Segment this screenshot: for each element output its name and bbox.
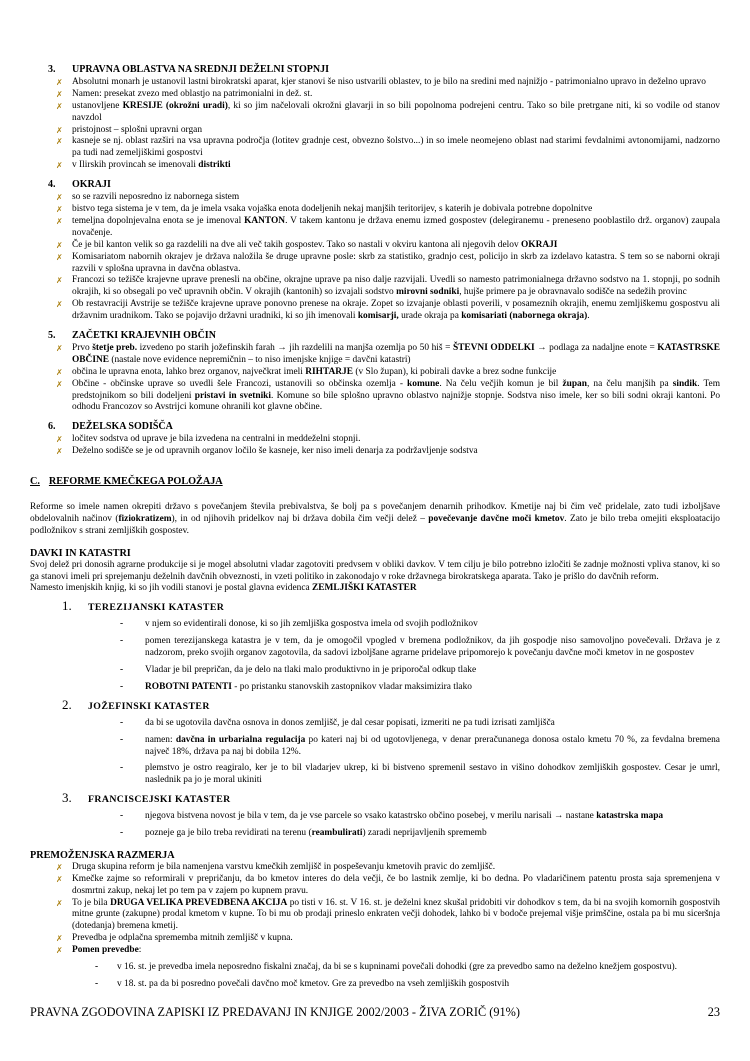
dash-item [120,619,720,631]
bullet-item [56,136,720,160]
dash-item [120,811,720,823]
bullet-x-icon: ✗ [56,934,63,944]
bullet-x-icon: ✗ [56,216,63,226]
dash-item [120,636,720,660]
bullet-text: v Ilirskih provincah se imenovali distrikti [72,160,231,171]
bold-text: komisariati (nabornega okraja) [461,311,588,322]
section-heading [30,330,720,342]
section-title: OKRAJI [72,179,111,191]
section-heading [30,421,720,433]
bold-text: davčna in urbarialna regulacija [175,734,306,745]
dash-text: v 18. st. pa da bi posredno povečali davčno moč kmetov. Gre za prevedbo na vseh zemljiških gospostvih [117,979,510,989]
bullet-text: bistvo tega sistema je v tem, da je imela vsaka vojaška enota dodeljenih nekaj manjših teritorijev, s katerih je dobivala potrebne dopolnitve [72,203,593,214]
bold-text: župan [562,378,587,389]
dash-icon: - [120,664,124,675]
paragraph: Namesto imenjskih knjig, ki so jih vodili stanovi je postal glavna evidenca ZEMLJIŠKI KATASTER [30,583,417,594]
bold-text: mirovni sodniki [396,287,460,298]
bullet-item [56,933,720,945]
bullet-text: Občine - občinske uprave so uvedli šele Francozi, ustanovili so občinska ozemlja - komune. Na čelu večjih komun je bil župan, na čelu manjših pa sindik. Tem predstojnikom so bili dodeljeni pristavi in svetniki. Komune so bile splošno upravno oblastvo najnižje stopnje. Sodstva niso imele, ker so bili sodni okraji kantoni. Po odhodu Francozov so Avstrijci komune ohranili kot glavne občine. [72,378,720,413]
kataster-title: FRANCISCEJSKI KATASTER [88,794,231,806]
dash-icon: - [120,636,124,647]
numbered-section [30,64,720,172]
bullet-x-icon: ✗ [56,435,63,445]
bullet-text: Kmečke zajme so reformirali v prepričanju, da bo kmetov interes do dela večji, če bo lastnik zemlje, ki bo dedna. Po vladaričinem patentu prosta saja spremenjena v dosmrtni zakup, nekaj let po tem pa v zajem po kupnem pravu. [72,873,720,896]
bold-text: reambulirati [311,828,363,839]
bullet-text: ločitev sodstva od uprave je bila izvedena na centralni in meddeželni stopnji. [72,434,361,445]
section-title: ZAČETKI KRAJEVNIH OBČIN [72,330,216,342]
bold-text: KRESIJE (okrožni uradi) [122,100,228,111]
bullet-x-icon: ✗ [56,252,63,262]
kataster-heading [30,600,720,614]
bullet-item [56,160,720,172]
bullet-x-icon: ✗ [56,343,63,353]
plain-heading: PREMOŽENJSKA RAZMERJA [30,849,175,861]
heading-letter: C. [30,476,40,488]
bullet-x-icon: ✗ [56,240,63,250]
bold-text: KANTON [244,215,286,226]
heading-text: REFORME KMEČKEGA POLOŽAJA [48,476,223,488]
section-heading [30,64,720,76]
bold-text: fiziokratizem [118,513,172,524]
bold-text: komune [407,378,440,389]
section-heading [30,179,720,191]
bullet-text: Namen: presekat zvezo med oblastjo na patrimonialni in dež. st. [72,88,313,99]
bullet-item [56,275,720,299]
bullet-text: temeljna dopolnjevalna enota se je imenoval KANTON. V takem kantonu je država enemu izmed gospostev (delegiranemu - preneseno pooblastilo drž. organov) zaupala novačenje. [72,215,720,238]
bold-text: OKRAJI [520,239,558,250]
bold-text: komisarji, [357,311,399,322]
bullet-x-icon: ✗ [56,379,63,389]
dash-item [120,682,720,694]
numbered-section [30,179,720,323]
bullet-item [56,446,720,458]
dash-text: v 16. st. je prevedba imela neposredno fiskalni značaj, da bi se s kupninami povečali dohodki (gre za prevedbo samo na deželno knežjem gospostvu). [117,962,677,973]
bullet-item [56,434,720,446]
bold-text: DRUGA VELIKA PREVEDBENA AKCIJA [110,897,288,908]
dash-item [120,828,720,840]
bullet-item [56,240,720,252]
bullet-item [56,343,720,367]
bullet-text: Francozi so težišče krajevne uprave prenesli na občine, okrajne uprave pa niso dalje razvijali. Uvedli so namesto patrimonialnega državno sodstvo na 1. stopnji, po sodnih okrajih, ki so obsegali po več upravnih občin. V okrajih (kantonih) so izvajali sodstvo mirovni sodniki, hujše primere pa je obravnavalo sodišče na sedežih provinc [72,275,720,298]
dash-text: v njem so evidentirali donose, ki so jih zemljiška gospostva imela od svojih podložnikov [145,619,478,630]
bold-text: ZEMLJIŠKI KATASTER [312,583,417,594]
numbered-section [30,330,720,414]
bullet-item [56,89,720,101]
bullet-text: Komisariatom nabornih okrajev je država naložila še druge upravne posle: skrb za statistiko, gradnjo cest, policijo in skrb za izdelavo katastra. S tem so se naborni okraji razvili v splošna upravna in davčna oblastva. [72,251,720,274]
dash-icon: - [95,979,99,989]
bullet-text: so se razvili neposredno iz nabornega sistem [72,192,240,203]
bullet-text: pristojnost – splošni upravni organ [72,124,203,135]
bullet-item [56,945,720,957]
bullet-x-icon: ✗ [56,77,63,87]
dash-icon: - [120,828,124,839]
bullet-text: Prvo štetje preb. izvedeno po starih jožefinskih farah → jih razdelili na manjša ozemlja po 50 hiš = ŠTEVNI ODDELKI → podlaga za nadaljne enote = KATASTRSKE OBČINE (nastale nove evidence nepremičnin – to niso imenjske knjige = davčni katastri) [72,342,720,365]
bullet-text: Druga skupina reform je bila namenjena varstvu kmečkih zemljišč in pospeševanju kmetovih pravic do zemljišč. [72,861,496,872]
bullet-x-icon: ✗ [56,161,63,171]
dash-text: pomen terezijanskega katastra je v tem, da je omogočil vpogled v bremena podložnikov, da jih gospodje niso samovoljno povečevali. Država je z nadzorom, preko svojih organov zagotovila, da sadovi izboljšane agrarne pridelave pripomorejo k povečanju davčne moči kmetov in ne gospostev [145,636,720,659]
bold-text: povečevanje davčne moči kmetov [428,513,565,524]
bullet-group [30,862,720,991]
dash-icon: - [95,962,99,973]
dash-item [120,665,720,677]
bold-text: ŠTEVNI ODDELKI [452,342,535,353]
bullet-item [56,898,720,934]
bullet-text: Če je bil kanton velik so ga razdelili na dve ali več takih gospostev. Tako so nastali v okviru kantona ali njegovih delov OKRAJI [72,239,558,250]
bullet-item [56,252,720,276]
footer-title: PRAVNA ZGODOVINA ZAPISKI IZ PREDAVANJ IN KNJIGE 2002/2003 - ŽIVA ZORIČ (91%) [30,1005,520,1019]
bullet-item [56,299,720,323]
paragraph: Reforme so imele namen okrepiti državo s povečanjem števila prebivalstva, še bolj pa s povečanjem denarnih prihodkov. Kmetije naj bi čim več pridelale, zato tudi izboljšave obdelovalnih načinov (fiziokratizem), in od njihovih pridelkov naj bi država dobila čim večji delež – povečevanje davčne moči kmetov. Zato je bilo treba omejiti eksploatacijo podložnikov s strani zemljiških gospostev. [30,502,720,536]
bullet-item [56,101,720,125]
page-number: 23 [707,1005,720,1019]
dash-text: Vladar je bil prepričan, da je delo na tlaki malo produktivno in je priporočal odkup tlake [145,664,477,675]
dash-item [95,979,720,991]
bullet-x-icon: ✗ [56,125,63,135]
bullet-x-icon: ✗ [56,101,63,111]
bullet-item [56,367,720,379]
bullet-x-icon: ✗ [56,447,63,457]
bullet-text: Deželno sodišče se je od upravnih organov ločilo še kasneje, ker niso imeli denarja za podržavljenje sodstva [72,446,478,457]
bold-text: sindik [672,378,698,389]
dash-icon: - [120,681,124,692]
document-body [30,57,720,1003]
kataster-number: 3. [62,790,72,806]
section-title: UPRAVNA OBLASTVA NA SREDNJI DEŽELNI STOPNJI [72,64,330,75]
bullet-item [56,379,720,415]
dash-text: da bi se ugotovila davčna osnova in donos zemljišč, je dal cesar popisati, izmeriti ne pa tudi izrisati zamljišča [145,717,555,728]
bullet-x-icon: ✗ [56,89,63,99]
bullet-text: ustanovljene KRESIJE (okrožni uradi), ki so jim načelovali okrožni glavarji in so bili popolnoma podrejeni centru. Tako so bile pretrgane niti, ki so vodile od stanov navzdol [72,100,720,123]
dash-text: plemstvo je ostro reagiralo, ker je to bil vladarjev ukrep, ki bi bistveno spremenil sestavo in višino dohodkov zemljiških gospostev. Cesar je umrl, naslednik pa jo je moral ukiniti [145,763,720,786]
bullet-x-icon: ✗ [56,946,63,956]
dash-icon: - [120,734,124,745]
bullet-item [56,216,720,240]
dash-icon: - [120,619,124,630]
bullet-x-icon: ✗ [56,874,63,884]
bold-text: pristavi in svetniki [194,390,272,401]
bullet-text: Prevedba je odplačna sprememba mitnih zemljišč v kupna. [72,933,293,944]
bullet-text: Ob restavraciji Avstrije se težišče krajevne uprave ponovno prenese na okraje. Zopet so izvajanje oblasti poverili, v posameznih okrajih, enemu zemljiškemu gospostvu ali državnim uradnikom. Tako se pojavijo državni uradniki, ki so jih imenovali komisarji, urade okraja pa komisariati (nabornega okraja). [72,299,720,322]
bold-text: katastrska mapa [596,811,664,822]
bullet-item [56,204,720,216]
dash-text: namen: davčna in urbarialna regulacija po kateri naj bi od ugotovljenega, v denar preračunanega donosa ostalo kmetu 70 %, za fevdalna bremena največ 18%, država pa naj bi dobila 12%. [145,734,720,757]
page-footer [30,1005,720,1020]
bullet-x-icon: ✗ [56,276,63,286]
dash-icon: - [120,717,124,728]
paragraph: Svoj delež pri donosih agrarne produkcije si je mogel absolutni vladar zagotoviti predvsem v obliki davkov. V tem cilju je bilo potrebno izločiti še zadnje možnosti vpliva stanov, ki so ga stanovi imeli pri sprejemanju deželnih davčnih obveznosti, in vzeti politiko in zakonodajo v roke državnega birokratskega aparata. Tako je prišlo do davčnih reform. [30,559,720,582]
bold-text: RIHTARJE [305,366,353,377]
dash-text: ROBOTNI PATENTI - po pristanku stanovskih zastopnikov vladar maksimizira tlako [145,681,472,692]
bullet-x-icon: ✗ [56,862,63,872]
bullet-text: To je bila DRUGA VELIKA PREVEDBENA AKCIJA po tisti v 16. st. V 16. st. je deželni knez skušal pridobiti vir dohodkov s tem, da bi na svojih komornih gospostvih mitne grunte (zakupne) prodal kmetom v kupne. To bi mu ob prodaji prineslo enkraten večji dohodek, lahko bi v bodoče prejemal višje primščine, ostala pa bi mu siceršnja (dotedanja) bremena kmetij. [72,897,720,932]
bullet-x-icon: ✗ [56,137,63,147]
bullet-item [56,862,720,874]
bullet-x-icon: ✗ [56,193,63,203]
bullet-x-icon: ✗ [56,204,63,214]
underlined-heading [30,476,720,488]
section-title: DEŽELSKA SODIŠČA [72,421,173,433]
dash-text: pozneje ga je bilo treba revidirati na terenu (reambulirati) zaradi neprijavljenih sprememb [145,828,487,839]
bold-text: Pomen prevedbe [72,945,139,956]
dash-item [120,763,720,787]
bold-text: KATASTRSKE OBČINE [72,342,720,365]
kataster-heading [30,696,720,713]
kataster-heading [30,792,720,806]
bullet-text: kasneje se nj. oblast razširi na vsa upravna področja (lotitev gradnje cest, obvezno šolstvo...) in so imele neomejeno oblast nad starimi fevdalnimi avtonomijami, nadzorno pa tudi nad zemeljiškimi gospostvi [72,136,720,159]
bullet-x-icon: ✗ [56,367,63,377]
section-number: 4. [48,179,56,191]
kataster-title: TEREZIJANSKI KATASTER [88,602,225,614]
kataster-number: 2. [62,696,72,712]
dash-item [120,718,720,730]
section-number: 3. [48,64,56,75]
dash-item [120,735,720,759]
section-number: 6. [48,421,56,433]
bold-text: ROBOTNI PATENTI [145,681,232,692]
bullet-text: Absolutni monarh je ustanovil lastni birokratski aparat, kjer stanovi še niso ustvarili oblastev, to je bilo na sredini med najnižjo - patrimonialno upravo in deželno upravo [72,76,706,87]
bullet-x-icon: ✗ [56,300,63,310]
section-number: 5. [48,330,56,342]
kataster-title: JOŽEFINSKI KATASTER [88,700,210,712]
bullet-text: občina le upravna enota, lahko brez organov, največkrat imeli RIHTARJE (v Slo župan), ki pobirali davke a brez sodne funkcije [72,366,557,377]
bold-text: distrikti [198,160,231,171]
kataster-number: 1. [62,598,72,614]
bullet-item [56,192,720,204]
numbered-section [30,421,720,458]
bullet-item [56,125,720,137]
dash-item [95,962,720,974]
bullet-x-icon: ✗ [56,898,63,908]
dash-text: njegova bistvena novost je bila v tem, da je vse parcele so vsako katastrsko občino posebej, v merilu narisali → nastane katastrska mapa [145,811,664,822]
dash-icon: - [120,763,124,774]
bullet-item [56,874,720,898]
bullet-text: Pomen prevedbe: [72,945,142,956]
plain-heading: DAVKI IN KATASTRI [30,547,131,559]
bullet-item [56,77,720,89]
dash-icon: - [120,811,124,822]
bold-text: štetje preb. [92,342,138,353]
